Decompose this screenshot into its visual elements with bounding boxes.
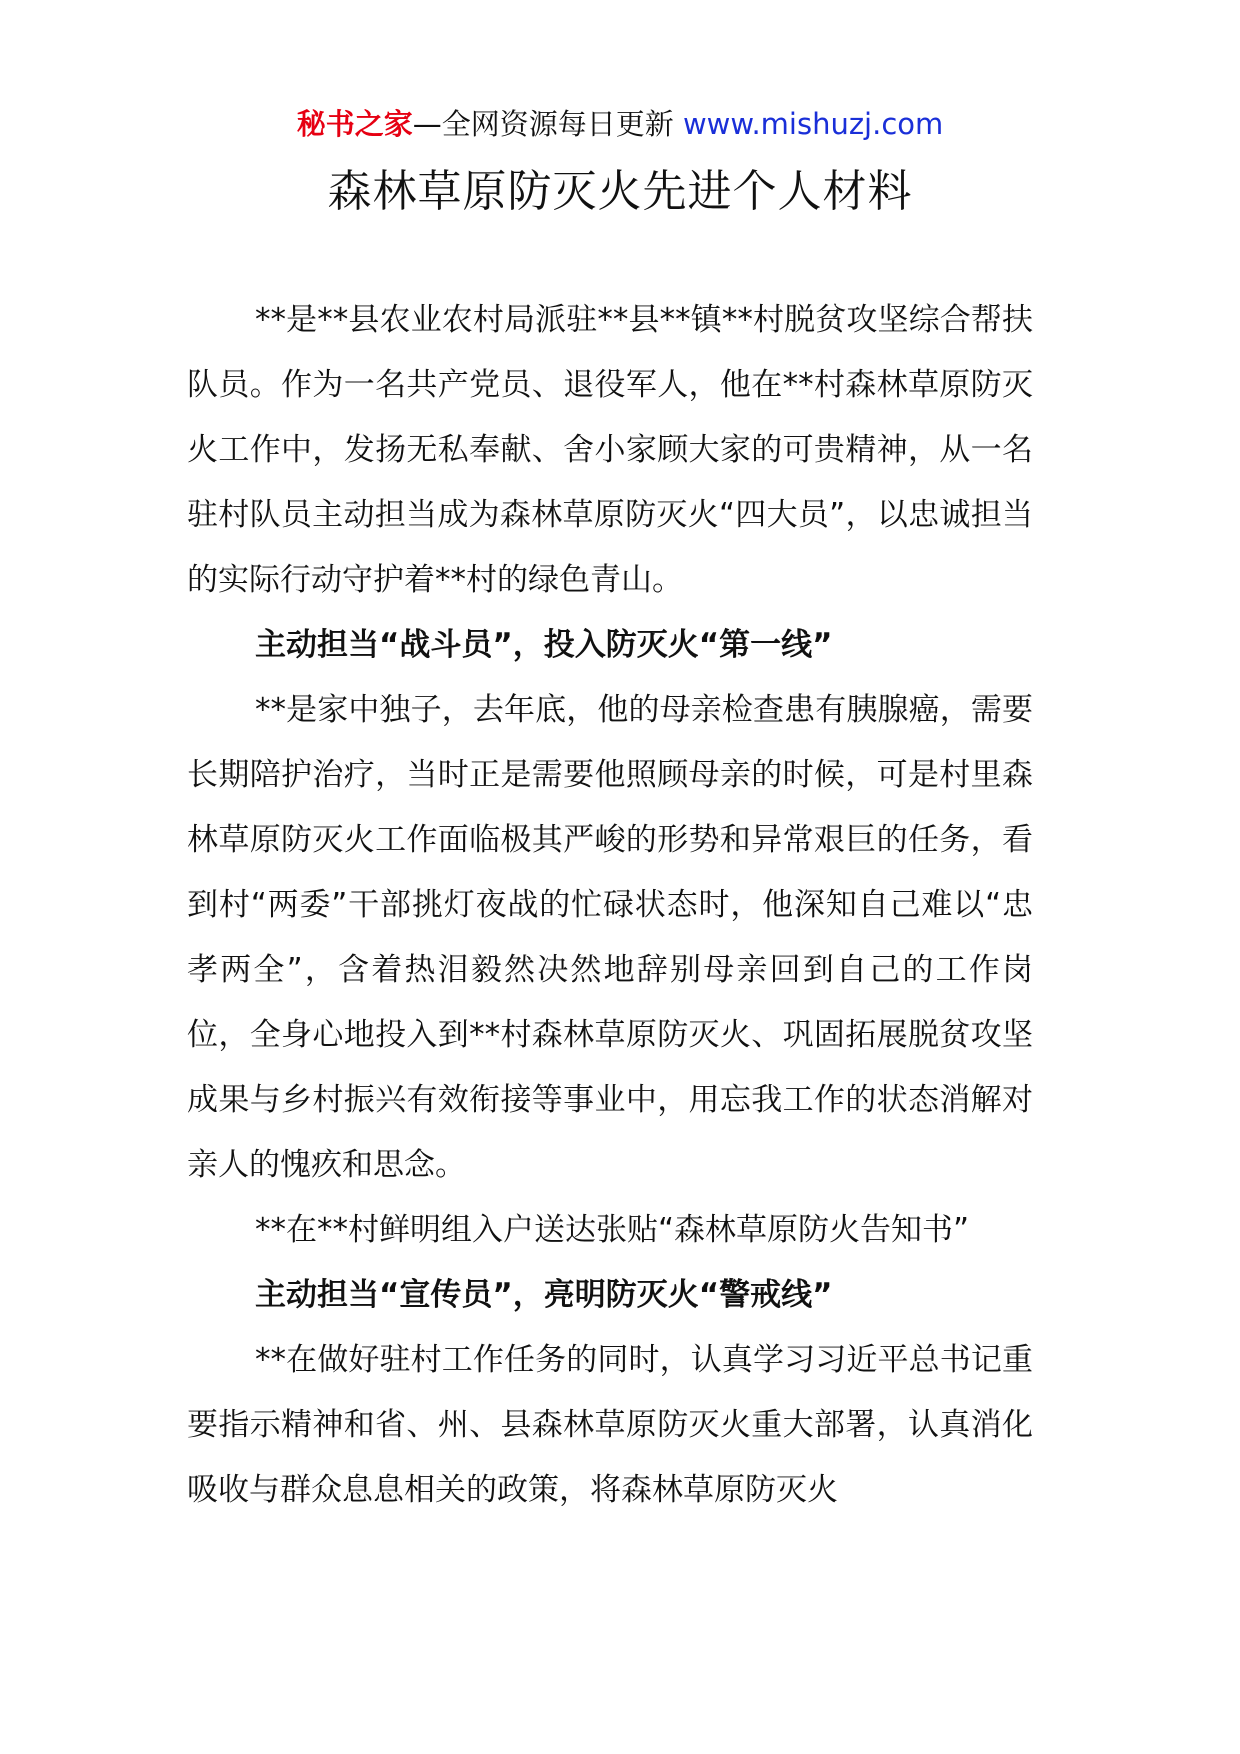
brand-name: 秘书之家 — [296, 107, 413, 141]
photo-caption-paragraph: **在**村鲜明组入户送达张贴“森林草原防火告知书” — [255, 1212, 970, 1248]
site-header — [0, 102, 1240, 146]
site-url-link[interactable]: www.mishuzj.com — [682, 107, 944, 141]
document-body — [187, 288, 1033, 1523]
body-paragraph: **在做好驻村工作任务的同时，认真学习习近平总书记重要指示精神和省、州、县森林草原防灭火重大部署，认真消化吸收与群众息息相关的政策，将森林草原防灭火 — [187, 1342, 1033, 1508]
section-heading-publicist: 主动担当“宣传员”，亮明防灭火“警戒线” — [255, 1277, 833, 1313]
intro-paragraph: **是**县农业农村局派驻**县**镇**村脱贫攻坚综合帮扶队员。作为一名共产党员、退役军人，他在**村森林草原防灭火工作中，发扬无私奉献、舍小家顾大家的可贵精神，从一名驻村队员主动担当成为森林草原防灭火“四大员”，以忠诚担当的实际行动守护着**村的绿色青山。 — [187, 302, 1033, 598]
site-slogan: —全网资源每日更新 — [412, 107, 683, 141]
document-title: 森林草原防灭火先进个人材料 — [327, 166, 913, 217]
body-paragraph: **是家中独子，去年底，他的母亲检查患有胰腺癌，需要长期陪护治疗，当时正是需要他照顾母亲的时候，可是村里森林草原防灭火工作面临极其严峻的形势和异常艰巨的任务，看到村“两委”干部挑灯夜战的忙碌状态时，他深知自己难以“忠孝两全”，含着热泪毅然决然地辞别母亲回到自己的工作岗位，全身心地投入到**村森林草原防灭火、巩固拓展脱贫攻坚成果与乡村振兴有效衔接等事业中，用忘我工作的状态消解对亲人的愧疚和思念。 — [187, 692, 1033, 1183]
section-heading-fighter: 主动担当“战斗员”，投入防灭火“第一线” — [255, 627, 833, 663]
